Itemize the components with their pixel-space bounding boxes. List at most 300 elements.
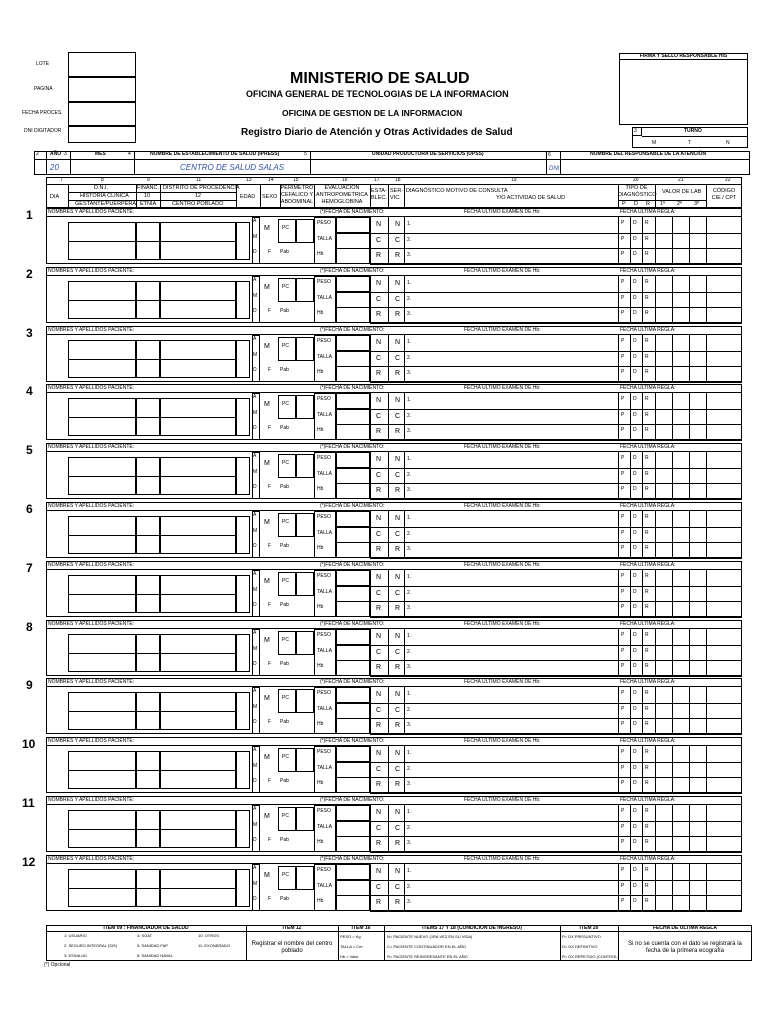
tipo-p[interactable]: P [621, 369, 625, 375]
sex-f[interactable]: F [268, 367, 272, 373]
tipo-r[interactable]: R [645, 369, 649, 375]
tipo-p[interactable]: P [621, 808, 625, 814]
estab-n[interactable]: N [376, 280, 382, 287]
tipo-p[interactable]: P [621, 530, 625, 536]
estab-c[interactable]: C [376, 355, 382, 362]
tipo-p[interactable]: P [621, 251, 625, 257]
estab-c[interactable]: C [376, 649, 382, 656]
tipo-d[interactable]: D [633, 749, 637, 755]
tipo-p[interactable]: P [621, 690, 625, 696]
serv-r[interactable]: R [395, 781, 401, 788]
row-input-cell[interactable] [236, 222, 250, 260]
anthro-peso-field[interactable] [336, 805, 370, 821]
tipo-p[interactable]: P [621, 780, 625, 786]
anthro-talla-field[interactable] [336, 468, 370, 484]
anthro-talla-field[interactable] [336, 880, 370, 896]
anthro-talla-field[interactable] [336, 292, 370, 308]
pc-value[interactable] [296, 278, 314, 302]
tipo-r[interactable]: R [645, 338, 649, 344]
tipo-d[interactable]: D [633, 839, 637, 845]
tipo-r[interactable]: R [645, 530, 649, 536]
serv-c[interactable]: C [395, 355, 401, 362]
pc-value[interactable] [296, 337, 314, 361]
sex-f[interactable]: F [268, 249, 272, 255]
serv-c[interactable]: C [395, 766, 401, 773]
tipo-d[interactable]: D [633, 279, 637, 285]
serv-n[interactable]: N [395, 574, 401, 581]
anthro-peso-field[interactable] [336, 393, 370, 409]
serv-n[interactable]: N [395, 280, 401, 287]
pc-box[interactable] [278, 513, 296, 537]
pc-box[interactable] [278, 337, 296, 361]
row-input-cell[interactable] [236, 575, 250, 613]
age-unit-box[interactable] [252, 393, 260, 440]
row-input-cell[interactable] [236, 398, 250, 436]
serv-r[interactable]: R [395, 370, 401, 377]
sex-m[interactable]: M [264, 519, 270, 526]
tipo-p[interactable]: P [621, 839, 625, 845]
tipo-p[interactable]: P [621, 396, 625, 402]
serv-r[interactable]: R [395, 722, 401, 729]
pc-box[interactable] [278, 572, 296, 596]
anthro-hb-field[interactable] [336, 718, 370, 734]
serv-n[interactable]: N [395, 397, 401, 404]
tipo-d[interactable]: D [633, 396, 637, 402]
tipo-d[interactable]: D [633, 573, 637, 579]
serv-n[interactable]: N [395, 221, 401, 228]
tipo-p[interactable]: P [621, 514, 625, 520]
row-input-cell[interactable] [236, 869, 250, 907]
estab-c[interactable]: C [376, 884, 382, 891]
turno-n[interactable]: N [726, 140, 730, 146]
sex-f[interactable]: F [268, 719, 272, 725]
tipo-r[interactable]: R [645, 220, 649, 226]
tipo-d[interactable]: D [633, 412, 637, 418]
serv-n[interactable]: N [395, 691, 401, 698]
pc-box[interactable] [278, 278, 296, 302]
row-input-cell[interactable] [236, 281, 250, 319]
serv-r[interactable]: R [395, 840, 401, 847]
tipo-r[interactable]: R [645, 780, 649, 786]
anthro-talla-field[interactable] [336, 527, 370, 543]
tipo-d[interactable]: D [633, 765, 637, 771]
tipo-d[interactable]: D [633, 690, 637, 696]
tipo-d[interactable]: D [633, 589, 637, 595]
estab-n[interactable]: N [376, 221, 382, 228]
sex-f[interactable]: F [268, 778, 272, 784]
anthro-talla-field[interactable] [336, 351, 370, 367]
tipo-d[interactable]: D [633, 545, 637, 551]
establecimiento-value[interactable]: CENTRO DE SALUD SALAS [180, 163, 285, 172]
tipo-d[interactable]: D [633, 808, 637, 814]
age-unit-box[interactable] [252, 805, 260, 852]
sex-f[interactable]: F [268, 602, 272, 608]
pc-value[interactable] [296, 219, 314, 243]
serv-c[interactable]: C [395, 413, 401, 420]
row-input-cell[interactable] [236, 810, 250, 848]
tipo-p[interactable]: P [621, 545, 625, 551]
estab-n[interactable]: N [376, 515, 382, 522]
pc-value[interactable] [296, 454, 314, 478]
sex-m[interactable]: M [264, 343, 270, 350]
sex-m[interactable]: M [264, 284, 270, 291]
row-input-cell[interactable] [236, 340, 250, 378]
serv-c[interactable]: C [395, 825, 401, 832]
pc-box[interactable] [278, 866, 296, 890]
estab-c[interactable]: C [376, 472, 382, 479]
tipo-d[interactable]: D [633, 604, 637, 610]
sex-f[interactable]: F [268, 837, 272, 843]
serv-r[interactable]: R [395, 546, 401, 553]
tipo-r[interactable]: R [645, 765, 649, 771]
serv-c[interactable]: C [395, 649, 401, 656]
estab-c[interactable]: C [376, 707, 382, 714]
serv-r[interactable]: R [395, 605, 401, 612]
age-unit-box[interactable] [252, 217, 260, 264]
pc-value[interactable] [296, 689, 314, 713]
tipo-p[interactable]: P [621, 867, 625, 873]
pc-box[interactable] [278, 748, 296, 772]
anthro-peso-field[interactable] [336, 864, 370, 880]
fecha-nacimiento-label: (*)FECHA DE NACIMIENTO: [320, 209, 385, 215]
pc-value[interactable] [296, 395, 314, 419]
tipo-r[interactable]: R [645, 648, 649, 654]
tipo-d[interactable]: D [633, 369, 637, 375]
tipo-d[interactable]: D [633, 220, 637, 226]
sex-m[interactable]: M [264, 695, 270, 702]
sex-m[interactable]: M [264, 754, 270, 761]
estab-r[interactable]: R [376, 664, 382, 671]
serv-n[interactable]: N [395, 456, 401, 463]
estab-r[interactable]: R [376, 428, 382, 435]
age-unit-box[interactable] [252, 570, 260, 617]
tipo-p[interactable]: P [621, 706, 625, 712]
tipo-r[interactable]: R [645, 295, 649, 301]
serv-c[interactable]: C [395, 472, 401, 479]
turno-t[interactable]: T [688, 140, 692, 146]
estab-r[interactable]: R [376, 370, 382, 377]
sex-f[interactable]: F [268, 425, 272, 431]
estab-r[interactable]: R [376, 605, 382, 612]
row-input-cell[interactable] [236, 457, 250, 495]
tipo-p[interactable]: P [621, 648, 625, 654]
tipo-r[interactable]: R [645, 721, 649, 727]
anthro-hb-field[interactable] [336, 248, 370, 264]
serv-r[interactable]: R [395, 487, 401, 494]
tipo-d[interactable]: D [633, 354, 637, 360]
serv-c[interactable]: C [395, 531, 401, 538]
tipo-r[interactable]: R [645, 455, 649, 461]
pc-box[interactable] [278, 689, 296, 713]
pc-value[interactable] [296, 748, 314, 772]
anthro-talla-field[interactable] [336, 233, 370, 249]
sex-m[interactable]: M [264, 225, 270, 232]
pc-value[interactable] [296, 572, 314, 596]
anthro-talla-field[interactable] [336, 762, 370, 778]
anthro-peso-field[interactable] [336, 629, 370, 645]
sex-f[interactable]: F [268, 484, 272, 490]
estab-r[interactable]: R [376, 722, 382, 729]
tipo-p[interactable]: P [621, 354, 625, 360]
estab-n[interactable]: N [376, 574, 382, 581]
age-unit-box[interactable] [252, 335, 260, 382]
serv-n[interactable]: N [395, 339, 401, 346]
tipo-r[interactable]: R [645, 632, 649, 638]
tipo-p[interactable]: P [621, 898, 625, 904]
tipo-r[interactable]: R [645, 279, 649, 285]
tipo-d[interactable]: D [633, 295, 637, 301]
serv-c[interactable]: C [395, 707, 401, 714]
pc-box[interactable] [278, 631, 296, 655]
anthro-hb-field[interactable] [336, 895, 370, 911]
age-unit-box[interactable] [252, 746, 260, 793]
row-vline [655, 393, 656, 440]
row-vline [706, 217, 707, 264]
tipo-d[interactable]: D [633, 706, 637, 712]
tipo-r[interactable]: R [645, 690, 649, 696]
estab-c[interactable]: C [376, 237, 382, 244]
tipo-r[interactable]: R [645, 236, 649, 242]
tipo-d[interactable]: D [633, 632, 637, 638]
pc-value[interactable] [296, 866, 314, 890]
pc-box[interactable] [278, 807, 296, 831]
tipo-d[interactable]: D [633, 898, 637, 904]
anthro-peso-field[interactable] [336, 276, 370, 292]
tipo-p[interactable]: P [621, 589, 625, 595]
pc-value[interactable] [296, 807, 314, 831]
anthro-peso-field[interactable] [336, 687, 370, 703]
tipo-d[interactable]: D [633, 648, 637, 654]
tipo-r[interactable]: R [645, 412, 649, 418]
tipo-r[interactable]: R [645, 883, 649, 889]
tipo-d[interactable]: D [633, 663, 637, 669]
pc-box[interactable] [278, 454, 296, 478]
sex-m[interactable]: M [264, 578, 270, 585]
estab-r[interactable]: R [376, 899, 382, 906]
age-unit-box[interactable] [252, 452, 260, 499]
tipo-d[interactable]: D [633, 251, 637, 257]
tipo-r[interactable]: R [645, 604, 649, 610]
row-input-cell[interactable] [236, 751, 250, 789]
sex-f[interactable]: F [268, 543, 272, 549]
estab-n[interactable]: N [376, 868, 382, 875]
row-input-cell[interactable] [236, 516, 250, 554]
age-unit-box[interactable] [252, 687, 260, 734]
tipo-p[interactable]: P [621, 749, 625, 755]
pc-value[interactable] [296, 631, 314, 655]
tipo-p[interactable]: P [621, 632, 625, 638]
sex-m[interactable]: M [264, 813, 270, 820]
age-unit-box[interactable] [252, 511, 260, 558]
tipo-d[interactable]: D [633, 455, 637, 461]
tipo-p[interactable]: P [621, 471, 625, 477]
pc-box[interactable] [278, 395, 296, 419]
tipo-d[interactable]: D [633, 236, 637, 242]
anthro-hb-field[interactable] [336, 366, 370, 382]
tipo-r[interactable]: R [645, 396, 649, 402]
tipo-r[interactable]: R [645, 898, 649, 904]
serv-c[interactable]: C [395, 884, 401, 891]
sex-f[interactable]: F [268, 661, 272, 667]
tipo-r[interactable]: R [645, 310, 649, 316]
anthro-hb-label: Hb [317, 310, 324, 316]
estab-c[interactable]: C [376, 296, 382, 303]
estab-c[interactable]: C [376, 590, 382, 597]
row-vline [404, 393, 405, 440]
tipo-d[interactable]: D [633, 310, 637, 316]
tipo-p[interactable]: P [621, 455, 625, 461]
age-unit-box[interactable] [252, 276, 260, 323]
pc-value[interactable] [296, 513, 314, 537]
anthro-talla-field[interactable] [336, 645, 370, 661]
tipo-p[interactable]: P [621, 486, 625, 492]
anthro-hb-field[interactable] [336, 424, 370, 440]
tipo-d[interactable]: D [633, 721, 637, 727]
estab-r[interactable]: R [376, 546, 382, 553]
anthro-hb-field[interactable] [336, 307, 370, 323]
anthro-talla-field[interactable] [336, 821, 370, 837]
serv-n[interactable]: N [395, 868, 401, 875]
anthro-peso-field[interactable] [336, 746, 370, 762]
tipo-r[interactable]: R [645, 427, 649, 433]
tipo-d[interactable]: D [633, 824, 637, 830]
tipo-p[interactable]: P [621, 295, 625, 301]
anthro-hb-field[interactable] [336, 483, 370, 499]
tipo-r[interactable]: R [645, 354, 649, 360]
tipo-p[interactable]: P [621, 412, 625, 418]
estab-r[interactable]: R [376, 840, 382, 847]
age-unit-box[interactable] [252, 629, 260, 676]
anthro-talla-field[interactable] [336, 409, 370, 425]
fecha-hb-label: FECHA ULTIMO EXAMEN DE Hb: [464, 856, 541, 862]
tipo-d[interactable]: D [633, 780, 637, 786]
anthro-hb-field[interactable] [336, 777, 370, 793]
anthro-peso-field[interactable] [336, 335, 370, 351]
anthro-peso-field[interactable] [336, 570, 370, 586]
anthro-hb-field[interactable] [336, 601, 370, 617]
anthro-peso-field[interactable] [336, 511, 370, 527]
estab-c[interactable]: C [376, 766, 382, 773]
tipo-d[interactable]: D [633, 883, 637, 889]
serv-n[interactable]: N [395, 809, 401, 816]
tipo-r[interactable]: R [645, 839, 649, 845]
anthro-hb-field[interactable] [336, 660, 370, 676]
tipo-r[interactable]: R [645, 545, 649, 551]
anthro-peso-field[interactable] [336, 217, 370, 233]
tipo-d[interactable]: D [633, 486, 637, 492]
tipo-r[interactable]: R [645, 573, 649, 579]
sex-m[interactable]: M [264, 460, 270, 467]
tipo-r[interactable]: R [645, 251, 649, 257]
estab-c[interactable]: C [376, 413, 382, 420]
serv-r[interactable]: R [395, 252, 401, 259]
tipo-p[interactable]: P [621, 427, 625, 433]
tipo-r[interactable]: R [645, 867, 649, 873]
turno-m[interactable]: M [652, 140, 657, 146]
serv-c[interactable]: C [395, 237, 401, 244]
serv-r[interactable]: R [395, 899, 401, 906]
serv-n[interactable]: N [395, 515, 401, 522]
estab-n[interactable]: N [376, 809, 382, 816]
anthro-talla-field[interactable] [336, 703, 370, 719]
estab-r[interactable]: R [376, 311, 382, 318]
estab-n[interactable]: N [376, 456, 382, 463]
serv-n[interactable]: N [395, 633, 401, 640]
serv-n[interactable]: N [395, 750, 401, 757]
tipo-r[interactable]: R [645, 749, 649, 755]
tipo-r[interactable]: R [645, 486, 649, 492]
tipo-p[interactable]: P [621, 573, 625, 579]
pc-box[interactable] [278, 219, 296, 243]
estab-n[interactable]: N [376, 750, 382, 757]
age-unit-box[interactable] [252, 864, 260, 911]
tipo-r[interactable]: R [645, 706, 649, 712]
tipo-d[interactable]: D [633, 427, 637, 433]
row-input-cell[interactable] [236, 692, 250, 730]
sex-m[interactable]: M [264, 872, 270, 879]
serv-c[interactable]: C [395, 296, 401, 303]
estab-n[interactable]: N [376, 691, 382, 698]
serv-r[interactable]: R [395, 311, 401, 318]
estab-n[interactable]: N [376, 397, 382, 404]
tipo-d[interactable]: D [633, 471, 637, 477]
estab-c[interactable]: C [376, 531, 382, 538]
tipo-p[interactable]: P [621, 663, 625, 669]
tipo-p[interactable]: P [621, 824, 625, 830]
anthro-peso-field[interactable] [336, 452, 370, 468]
tipo-r[interactable]: R [645, 808, 649, 814]
tipo-p[interactable]: P [621, 883, 625, 889]
sex-m[interactable]: M [264, 637, 270, 644]
tipo-d[interactable]: D [633, 338, 637, 344]
col-num: 17 [374, 177, 380, 183]
estab-n[interactable]: N [376, 633, 382, 640]
tipo-p[interactable]: P [621, 338, 625, 344]
estab-c[interactable]: C [376, 825, 382, 832]
serv-r[interactable]: R [395, 428, 401, 435]
anthro-hb-field[interactable] [336, 542, 370, 558]
estab-r[interactable]: R [376, 487, 382, 494]
row-input-cell[interactable] [236, 634, 250, 672]
tipo-p[interactable]: P [621, 765, 625, 771]
tipo-r[interactable]: R [645, 589, 649, 595]
serv-c[interactable]: C [395, 590, 401, 597]
tipo-p[interactable]: P [621, 279, 625, 285]
serv-r[interactable]: R [395, 664, 401, 671]
anthro-hb-field[interactable] [336, 836, 370, 852]
tipo-r[interactable]: R [645, 824, 649, 830]
estab-r[interactable]: R [376, 781, 382, 788]
sex-f[interactable]: F [268, 308, 272, 314]
estab-n[interactable]: N [376, 339, 382, 346]
tipo-p[interactable]: P [621, 236, 625, 242]
tipo-p[interactable]: P [621, 721, 625, 727]
tipo-p[interactable]: P [621, 220, 625, 226]
tipo-d[interactable]: D [633, 514, 637, 520]
estab-r[interactable]: R [376, 252, 382, 259]
tipo-p[interactable]: P [621, 604, 625, 610]
tipo-r[interactable]: R [645, 514, 649, 520]
tipo-r[interactable]: R [645, 663, 649, 669]
tipo-p[interactable]: P [621, 310, 625, 316]
tipo-r[interactable]: R [645, 471, 649, 477]
anio-value[interactable]: 20 [50, 163, 59, 172]
tipo-d[interactable]: D [633, 530, 637, 536]
sex-m[interactable]: M [264, 401, 270, 408]
tipo-d[interactable]: D [633, 867, 637, 873]
anthro-talla-field[interactable] [336, 586, 370, 602]
sex-f[interactable]: F [268, 896, 272, 902]
